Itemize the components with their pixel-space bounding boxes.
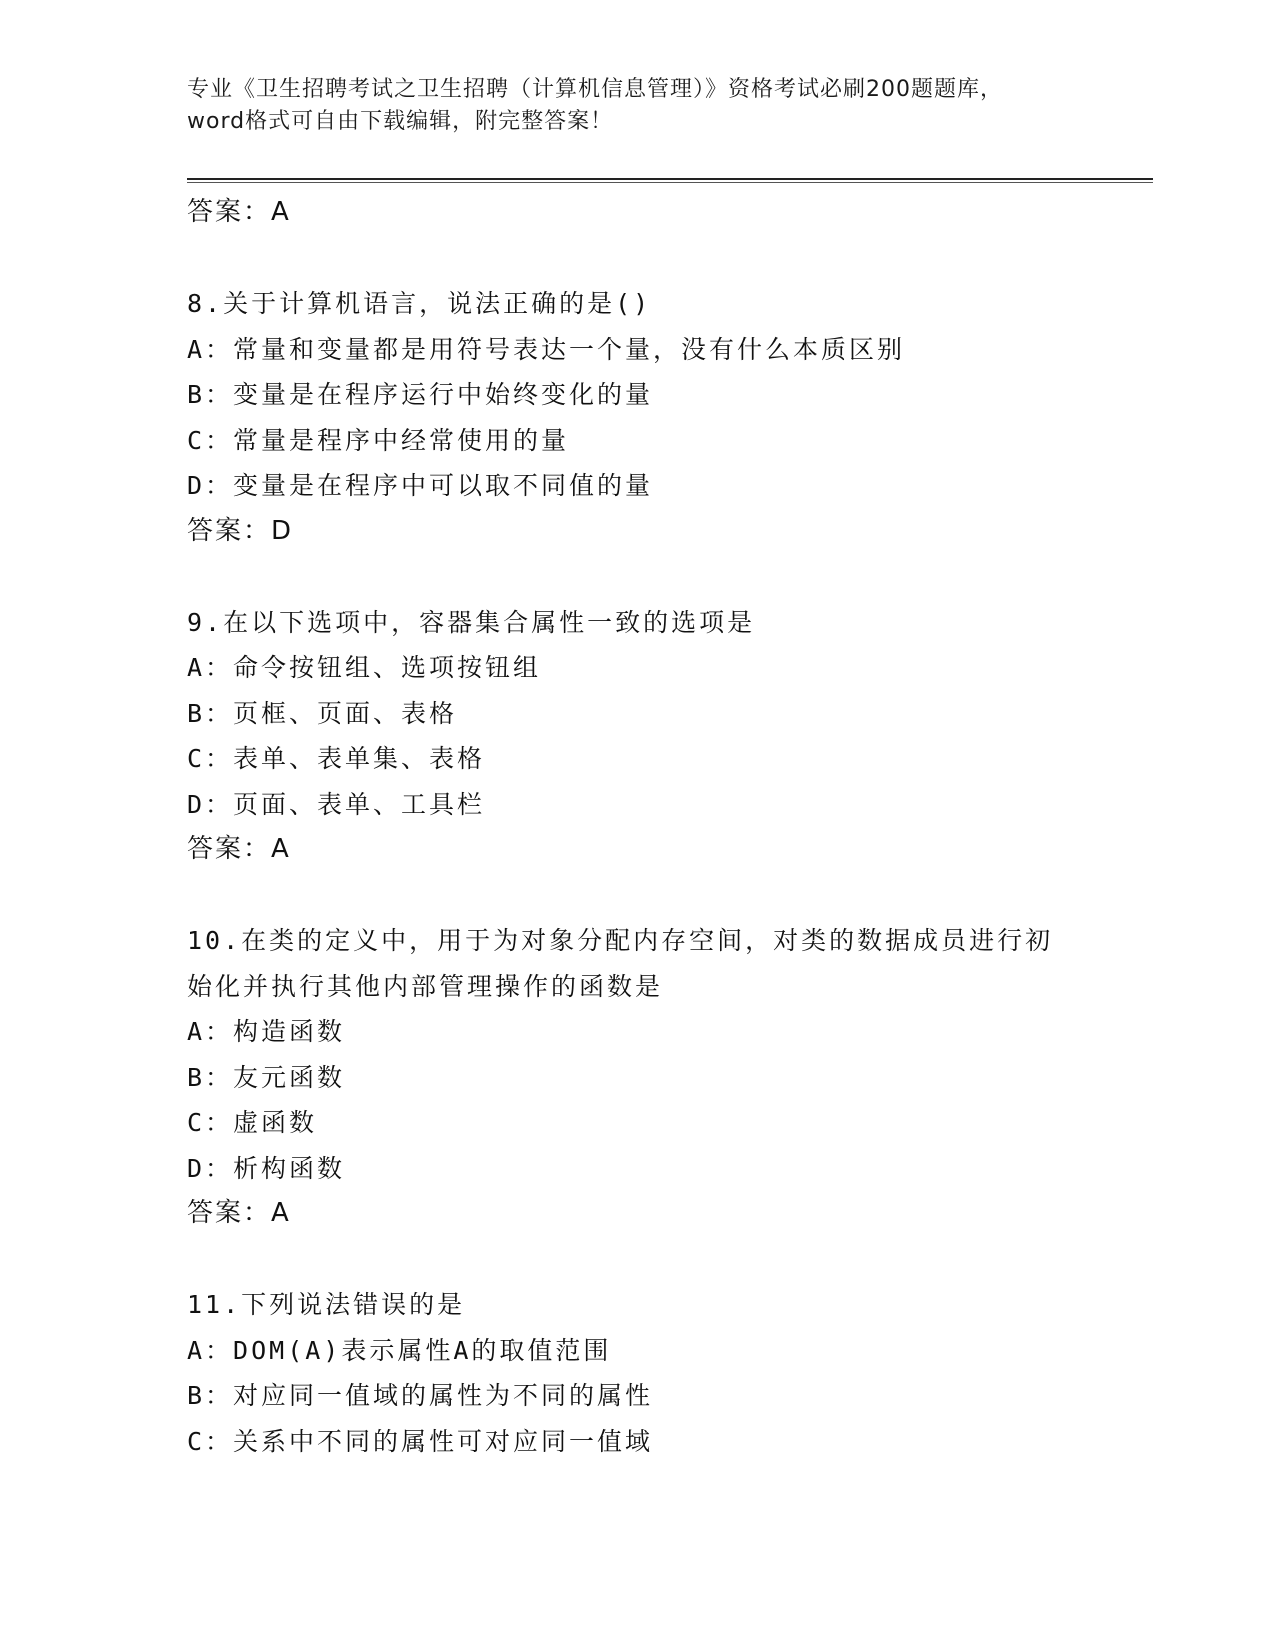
spacer	[187, 1237, 1087, 1283]
option-d: D：变量是在程序中可以取不同值的量	[187, 471, 654, 500]
header-divider-thin	[187, 182, 1153, 183]
option-b: B：友元函数	[187, 1062, 346, 1092]
answer-line: 答案：A	[187, 1198, 291, 1228]
option-c: C：表单、表单集、表格	[187, 744, 486, 773]
answer-line: 答案：D	[187, 515, 294, 546]
option-a: A：常量和变量都是用符号表达一个量，没有什么本质区别	[187, 334, 906, 364]
question-block-11	[187, 1282, 1087, 1464]
question-stem-line-2: 始化并执行其他内部管理操作的函数是	[187, 971, 664, 1001]
header-line-1: 专业《卫生招聘考试之卫生招聘（计算机信息管理）》资格考试必刷200题题库，	[187, 77, 1003, 102]
option-c: C：虚函数	[187, 1108, 318, 1137]
option-b: B：对应同一值域的属性为不同的属性	[187, 1381, 654, 1410]
question-stem: 8.关于计算机语言，说法正确的是()	[187, 289, 652, 318]
answer-line: 答案：A	[187, 834, 291, 864]
option-a: A：命令按钮组、选项按钮组	[187, 653, 542, 682]
question-block-10	[187, 918, 1087, 1237]
option-d: D：页面、表单、工具栏	[187, 789, 486, 819]
spacer	[187, 236, 1087, 282]
header-line-2: word格式可自由下载编辑，附完整答案！	[187, 109, 614, 134]
option-a: A：构造函数	[187, 1017, 346, 1046]
spacer	[187, 554, 1087, 600]
header-divider-thick	[187, 178, 1153, 180]
question-block-9	[187, 600, 1087, 873]
option-d: D：析构函数	[187, 1153, 346, 1183]
option-b: B：变量是在程序运行中始终变化的量	[187, 380, 654, 409]
question-stem-line-1: 10.在类的定义中，用于为对象分配内存空间，对类的数据成员进行初	[187, 926, 1054, 955]
spacer	[187, 873, 1087, 919]
option-a: A：DOM(A)表示属性A的取值范围	[187, 1335, 612, 1365]
option-c: C：常量是程序中经常使用的量	[187, 425, 570, 455]
question-block-8	[187, 281, 1087, 554]
question-stem: 9.在以下选项中，容器集合属性一致的选项是	[187, 607, 756, 637]
document-header	[187, 74, 1087, 138]
question-content	[187, 190, 1087, 1464]
option-b: B：页框、页面、表格	[187, 698, 458, 728]
previous-answer: 答案：A	[187, 197, 291, 227]
question-stem: 11.下列说法错误的是	[187, 1290, 466, 1319]
option-c: C：关系中不同的属性可对应同一值域	[187, 1426, 654, 1456]
